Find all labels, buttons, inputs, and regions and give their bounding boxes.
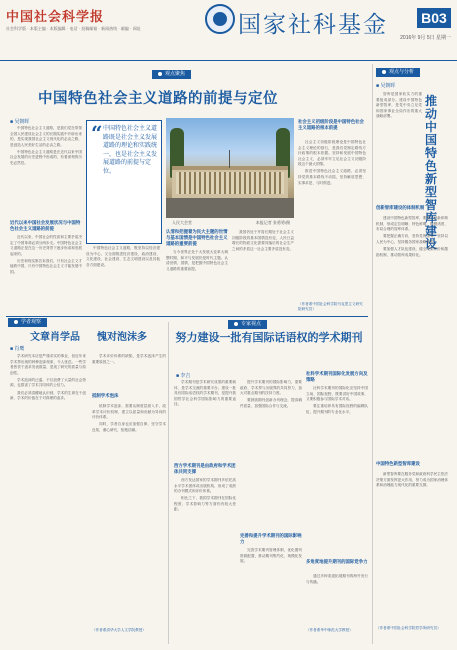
- top-article-headline: 中国特色社会主义道路的前提与定位: [38, 91, 278, 107]
- top-article-closing: （作者系中国社会科学院马克思主义研究院研究员）: [298, 302, 363, 311]
- bottom-right-headline: 努力建设一批有国际话语权的学术期刊: [175, 331, 363, 344]
- top-article-subhead-3: 社会主义初级阶段是中国特色社会主义道路的根本前提: [298, 120, 364, 131]
- paper-name: 中国社会科学报: [6, 10, 105, 25]
- sidebar-vertical-headline: 推动中国特色新型智库建设: [425, 94, 438, 251]
- top-article-author: ■ 吴朝晖: [10, 118, 29, 125]
- bottom-left-col-2b: 抵制学术泡沫，需要从制度层面入手，改革学术评价机制，建立以质量和贡献为导向的评价体系。 同时，学者自身也应加强自律，坚守学术良知，潜心研究，拒绝浮躁。: [92, 404, 166, 432]
- bottom-left-headline-right: 愧对泡沫多: [96, 332, 147, 343]
- bottom-right-col-2a: 提升学术期刊的国际影响力，需要政府、学术界与出版界的共同努力，加大对重点期刊的扶持力度。 要鼓励期刊创新办刊理念，提高稿件质量，加强国际合作与交流。: [240, 380, 302, 408]
- photo-caption-left: 人民大会堂: [172, 220, 192, 225]
- bottom-left-subhead: 抵制学术泡沫: [92, 394, 119, 399]
- bottom-left-col-2a: 学术评价体系的缺陷，是学术泡沫产生的重要原因之一。: [92, 354, 166, 364]
- bottom-right-footnote: （作者系华中师范大学教授）: [306, 628, 353, 632]
- top-article-col-1b: 近代以来，中国社会的性质和主要矛盾决定了中国革命必须分两步走。中国特色社会主义道路正是在这一历史背景下逐步形成和发展起来的。 历史和现实都告诉我们，只有社会主义才能救中国，只有中国特色社会主义才能发展中国。: [10, 235, 82, 275]
- bottom-right-subhead-3: 社科学术期刊国际化发展方向及策略: [306, 372, 368, 383]
- sidebar-author: ■ 吴朝晖: [376, 82, 395, 89]
- sidebar-col-3: 新型智库要在服务党和政府科学民主依法决策方面发挥更大作用，努力成为国家治理体系和治理能力现代化的重要支撑。: [376, 472, 448, 488]
- bottom-left-tag: 学者观察: [8, 318, 47, 327]
- bottom-right-subhead-4: 多角度地提升期刊的国际竞争力: [306, 560, 368, 565]
- top-article-col-5: 社会主义初级阶段理论是中国特色社会主义理论的基石，是我们党制定路线方针政策的根本依据。坚持和发展中国特色社会主义，必须牢牢立足社会主义初级阶段这个最大国情。 推进中国特色社会主义道路，必须坚持党的基本路线不动摇，坚持解放思想、实事求是、与时俱进。: [298, 140, 366, 185]
- top-article-pullquote: [86, 120, 162, 244]
- bottom-left-footnote: （作者系清华大学人文学院教授）: [92, 628, 146, 632]
- top-article-col-3: 当今世界正处于大发展大变革大调整时期，和平与发展仍是时代主题。认清世情、国情，是把握中国特色社会主义道路的重要前提。: [166, 250, 228, 271]
- sidebar-tag: 观点与分析: [376, 68, 420, 77]
- bottom-right-tag: 专家视点: [228, 320, 267, 329]
- top-article-col-1: 中国特色社会主义道路，是我们党在带领全国人民建设社会主义的长期实践中开辟出来的，是实现我国社会主义现代化的必由之路，是创造人民美好生活的必由之路。 中国特色社会主义道路是在近代以来中国社会发展的历史进程中形成的，有着深刻的历史必然性。: [10, 126, 82, 166]
- section-title: 国家社科基金: [238, 12, 388, 38]
- bottom-right-col-3b: 通过多种渠道拓展期刊的海外发行与传播。: [306, 574, 368, 584]
- fund-emblem-icon: [205, 4, 235, 34]
- bottom-right-subhead-2: 完善和提升学术期刊的国际影响力: [240, 534, 302, 545]
- top-article-subhead-1: 近代以来中国社会发展状况与中国特色社会主义道路的前提: [10, 221, 81, 232]
- top-article-subhead-2: 认清和把握着为民大主题的世情与基本国情是中国特色社会主义道路的重要前提: [166, 230, 228, 247]
- bottom-left-col-1: 学术研究本应是严谨求实的事业，但近年来学术界出现的种种泡沫现象，令人忧虑。一些学者热衷于追求发表数量，忽视了研究的质量与原创性。 学术泡沫的泛滥，不仅浪费了大量的社会资源，也损害了学术共同体的公信力。 我们必须清醒地认识到，学术的生命在于创新，学术的价值在于对真理的追求。: [10, 354, 86, 401]
- sidebar-subhead-1: 创新智库建设的体制机制: [376, 206, 425, 211]
- bottom-right-col-3a: 社科学术期刊的国际化应坚持中国立场、国际视野，既要讲好中国故事，又要积极参与国际学术对话。 要注重培养具有国际视野的编辑队伍，提升期刊的专业化水平。: [306, 386, 368, 414]
- column-divider: [168, 322, 169, 644]
- pullquote-text: 中国特色社会主义道路既是社会主义发展道路的理论和实践统一，也是社会主义发展道路的前提与定位。: [103, 125, 158, 175]
- issue-date: 2016年 9月 5日 星期一: [400, 35, 451, 41]
- bottom-right-col-1a: 学术期刊是学术研究成果的重要载体，是学术交流的重要平台。建设一批具有国际话语权的学术期刊，是提升我国哲学社会科学国际影响力的重要途径。: [174, 380, 236, 407]
- bottom-left-author: ■ 肖鹰: [10, 345, 24, 352]
- top-article-col-2: 中国特色社会主义道路，既坚持以经济建设为中心，又全面推进经济建设、政治建设、文化建设、社会建设、生态文明建设以及其他各方面建设。: [86, 246, 160, 267]
- bottom-left-headline-left: 文章肖学品: [30, 332, 80, 343]
- masthead: [0, 0, 457, 61]
- quote-mark-icon: “: [91, 121, 103, 145]
- sidebar-subhead-2: 中国特色新型智库建设: [376, 462, 420, 467]
- bottom-left-headline: [30, 328, 170, 343]
- masthead-meta: 社会科学版 · 本版主编 · 本版编辑 · 电话 · 投稿邮箱 · 新闻热线 · 邮编 · 网址: [6, 26, 141, 31]
- bottom-right-col-2b: 完善学术期刊管理体制，优化期刊资源配置，推动期刊集约化、规模化发展。: [240, 548, 302, 564]
- bottom-right-author: ■ 李吉: [176, 372, 190, 379]
- bottom-right-col-1b: 西方发达国家的学术期刊多依托高水平学术团体或出版机构，形成了成熟的办刊模式和评价体系。 相比之下，我国学术期刊在国际化程度、学术影响力等方面仍有较大差距。: [174, 478, 236, 512]
- sidebar-col-1: 智库是国家软实力的重要组成部分。建设中国特色新型智库，是党中央立足党和国家事业全局作出的重大战略部署。: [376, 92, 422, 119]
- top-article-col-4: 我国仍处于并将长期处于社会主义初级阶段的基本国情没有变，人民日益增长的物质文化需要同落后的社会生产之间的矛盾这一社会主要矛盾没有变。: [232, 230, 294, 251]
- page-number: B03: [417, 8, 451, 28]
- section-divider: [6, 316, 368, 317]
- bottom-right-subhead-1: 西方学术期刊是由政府和学术团体共同支撑: [174, 464, 236, 475]
- sidebar-col-2: 建设中国特色新型智库，要着力创新体制机制，形成定位明晰、特色鲜明、规模适度、布局合理的智库体系。 要把握正确方向，坚持党的领导，坚持以人民为中心，坚持服务国家战略需求。 要加强人才队伍建设，健全成果评价和激励机制，推动智库成果转化。: [376, 216, 448, 257]
- sidebar-closing: （作者系中国社会科学院哲学所研究员）: [376, 626, 441, 630]
- top-article-tag: 观点聚焦: [152, 70, 191, 79]
- great-hall-photo: [166, 118, 294, 218]
- photo-caption-right: 本报记者 张勇勇/摄: [255, 220, 290, 225]
